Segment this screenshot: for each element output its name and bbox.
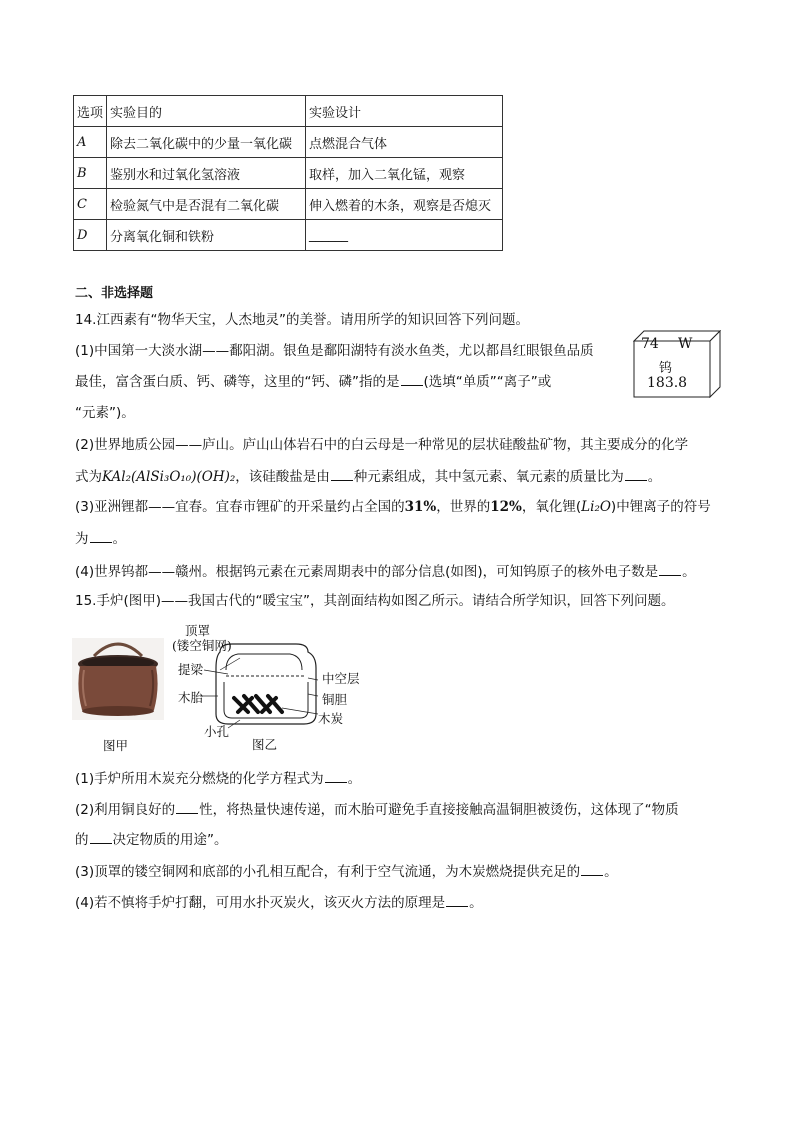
- element-mass: 183.8: [647, 375, 688, 391]
- table-cell-option: D: [74, 220, 107, 251]
- options-table: [73, 95, 503, 251]
- answer-blank[interactable]: [90, 528, 112, 543]
- table-header-cell: 选项: [74, 96, 107, 127]
- q14-part3-line2: 为 。: [75, 528, 126, 549]
- answer-blank[interactable]: [331, 466, 353, 481]
- table-cell-design: ______: [306, 220, 503, 251]
- answer-blank[interactable]: [325, 768, 347, 783]
- element-symbol: W: [678, 336, 693, 352]
- table-cell-purpose: 鉴别水和过氧化氢溶液: [107, 158, 306, 189]
- q15-part1: (1)手炉所用木炭充分燃烧的化学方程式为 。: [75, 768, 361, 789]
- q14-part2-line1: (2)世界地质公园——庐山。庐山山体岩石中的白云母是一种常见的层状硅酸盐矿物，其主要成分的化学: [75, 437, 689, 453]
- formula-muscovite: KAl₂(AlSi₃O₁₀)(OH)₂: [102, 469, 236, 485]
- table-cell-option: A: [74, 127, 107, 158]
- q14-part1-line2: 最佳，富含蛋白质、钙、磷等，这里的“钙、磷”指的是 (选填“单质”“离子”或: [75, 371, 551, 392]
- q14-part2-line2: 式为KAl₂(AlSi₃O₁₀)(OH)₂，该硅酸盐是由 种元素组成，其中氢元素、氧元素的质量比为 。: [75, 466, 661, 487]
- figure-b-caption: 图乙: [252, 737, 278, 752]
- q14-part1-line1: (1)中国第一大淡水湖——鄱阳湖。银鱼是鄱阳湖特有淡水鱼类，尤以都昌红眼银鱼品质: [75, 343, 594, 359]
- q14-part1-line3: “元素”)。: [75, 405, 135, 421]
- table-cell-design: 取样，加入二氧化锰，观察: [306, 158, 503, 189]
- q14-intro: 14.江西素有“物华天宝，人杰地灵”的美誉。请用所学的知识回答下列问题。: [75, 312, 529, 328]
- table-row: [74, 127, 503, 158]
- q15-part4: (4)若不慎将手炉打翻，可用水扑灭炭火，该灭火方法的原理是 。: [75, 892, 483, 913]
- table-header-row: [74, 96, 503, 127]
- label-wood-body: 木胎: [178, 690, 204, 705]
- label-top-cover: 顶罩: [185, 623, 211, 638]
- q15-intro: 15.手炉(图甲)——我国古代的“暖宝宝”，其剖面结构如图乙所示。请结合所学知识，回答下列问题。: [75, 593, 675, 609]
- formula-lithium-oxide: Li₂O: [581, 499, 611, 515]
- answer-blank[interactable]: [90, 829, 112, 844]
- label-small-hole: 小孔: [204, 724, 230, 739]
- answer-blank[interactable]: [659, 561, 681, 576]
- label-copper-bladder: 铜胆: [322, 692, 348, 707]
- figure-a-caption: 图甲: [103, 738, 129, 753]
- table-cell-design: 点燃混合气体: [306, 127, 503, 158]
- element-atomic-number: 74: [641, 336, 659, 352]
- q14-part3-line1: (3)亚洲锂都——宜春。宜春市锂矿的开采量约占全国的31%，世界的12%，氧化锂(Li₂O)中锂离子的符号: [75, 499, 711, 515]
- label-top-cover-mesh: (镂空铜网): [172, 638, 232, 653]
- label-hollow-layer: 中空层: [322, 671, 360, 686]
- q14-part4: (4)世界钨都——赣州。根据钨元素在元素周期表中的部分信息(如图)，可知钨原子的核外电子数是 。: [75, 561, 696, 582]
- answer-blank[interactable]: [446, 892, 468, 907]
- label-charcoal: 木炭: [318, 711, 344, 726]
- table-cell-option: C: [74, 189, 107, 220]
- q15-part2-line2: 的 决定物质的用途”。: [75, 829, 228, 850]
- answer-blank[interactable]: [625, 466, 647, 481]
- section-title: 二、非选择题: [75, 286, 154, 301]
- hand-warmer-photo: [72, 638, 164, 720]
- label-handle: 提梁: [178, 662, 204, 677]
- answer-blank[interactable]: [401, 371, 423, 386]
- table-cell-purpose: 除去二氧化碳中的少量一氧化碳: [107, 127, 306, 158]
- element-tungsten-card: [633, 330, 721, 398]
- q15-part2-line1: (2)利用铜良好的 性，将热量快速传递，而木胎可避免手直接接触高温铜胆被烫伤，这体现了“物质: [75, 799, 679, 820]
- table-row: [74, 189, 503, 220]
- table-row: [74, 220, 503, 251]
- answer-blank[interactable]: [581, 861, 603, 876]
- table-cell-purpose: 检验氮气中是否混有二氧化碳: [107, 189, 306, 220]
- element-name: 钨: [659, 361, 673, 376]
- q15-part3: (3)顶罩的镂空铜网和底部的小孔相互配合，有利于空气流通，为木炭燃烧提供充足的 。: [75, 861, 618, 882]
- table-cell-purpose: 分离氧化铜和铁粉: [107, 220, 306, 251]
- table-cell-option: B: [74, 158, 107, 189]
- table-header-cell: 实验目的: [107, 96, 306, 127]
- table-header-cell: 实验设计: [306, 96, 503, 127]
- answer-blank[interactable]: [176, 799, 198, 814]
- table-cell-design: 伸入燃着的木条，观察是否熄灭: [306, 189, 503, 220]
- table-row: [74, 158, 503, 189]
